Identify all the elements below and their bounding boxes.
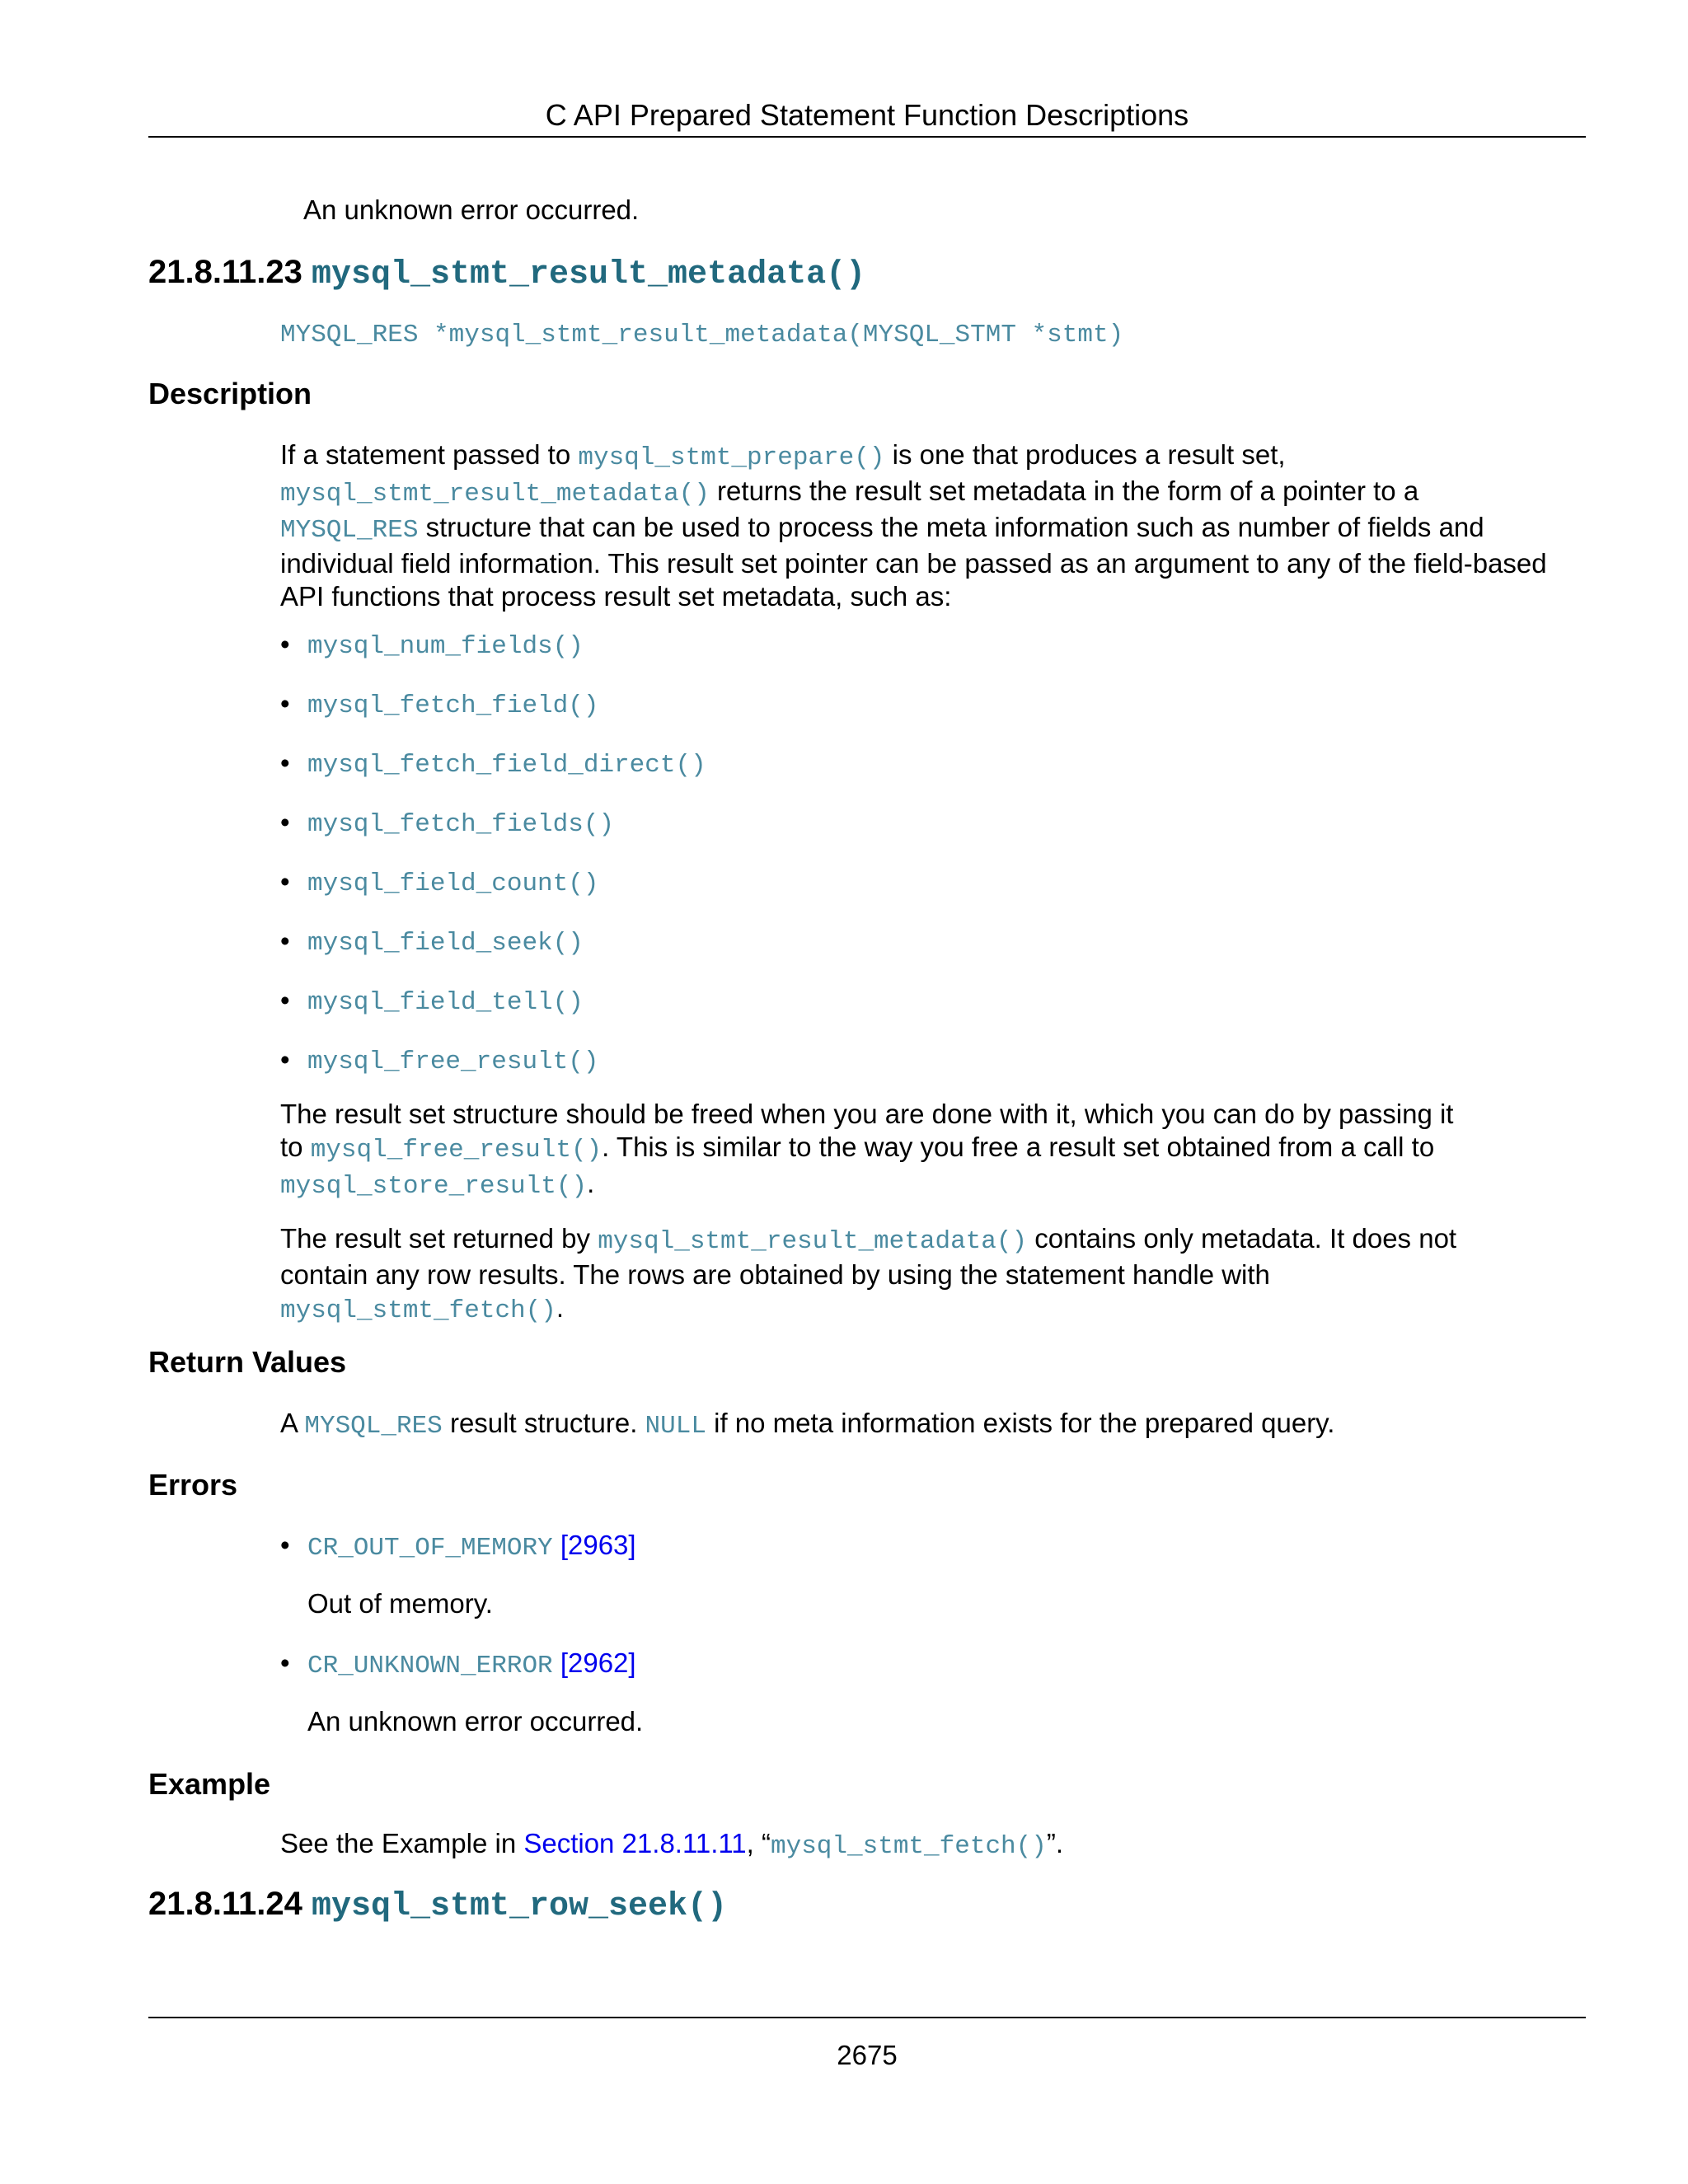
description-paragraph-1: If a statement passed to mysql_stmt_prepare() is one that produces a result set, mysql_stmt_result_metadata() returns the result set metadata in the form of a pointer to a MYSQL_RES structure that can be used to process the meta information such as number of fields and individual field information. This result set pointer can be passed as an argument to any of the field-based API functions that process result set metadata, such as:	[280, 439, 1547, 612]
footer-rule	[148, 2017, 1586, 2018]
section-link[interactable]: Section 21.8.11.11	[523, 1828, 747, 1858]
bullet-icon: •	[280, 1647, 290, 1678]
continuation-text: An unknown error occurred.	[303, 194, 640, 225]
description-paragraph-2: The result set structure should be freed when you are done with it, which you can do by passing it to mysql_free_result(). This is similar to the way you free a result set obtained from a call to mysql_store_result().	[280, 1099, 1454, 1201]
next-section-heading	[148, 1883, 727, 1928]
bullet-icon: •	[280, 748, 290, 778]
error-code: CR_OUT_OF_MEMORY	[307, 1534, 553, 1563]
section-number: 21.8.11.23	[148, 254, 302, 290]
section-heading	[148, 251, 865, 296]
function-synopsis: MYSQL_RES *mysql_stmt_result_metadata(MYSQL_STMT *stmt)	[280, 321, 1124, 349]
error-description: An unknown error occurred.	[307, 1706, 644, 1736]
error-description: Out of memory.	[307, 1588, 493, 1619]
running-header: C API Prepared Statement Function Descriptions	[545, 98, 1189, 132]
field-function-list	[280, 628, 706, 1103]
list-item: • mysql_fetch_fields()	[280, 807, 615, 839]
error-item-unknown-error	[280, 1647, 636, 1683]
bullet-icon: •	[280, 866, 290, 897]
code-mysql-res-2: MYSQL_RES	[304, 1412, 443, 1441]
list-item: • mysql_free_result()	[280, 1044, 599, 1076]
return-values-heading: Return Values	[148, 1345, 347, 1379]
return-values-text: A MYSQL_RES result structure. NULL if no meta information exists for the prepared query.	[280, 1408, 1335, 1441]
code-mysql-stmt-fetch-2: mysql_stmt_fetch()	[771, 1832, 1047, 1861]
code-mysql-stmt-result-metadata: mysql_stmt_result_metadata()	[280, 480, 710, 509]
bullet-icon: •	[280, 807, 290, 837]
description-heading: Description	[148, 377, 312, 410]
code-mysql-store-result: mysql_store_result()	[280, 1172, 588, 1201]
error-code: CR_UNKNOWN_ERROR	[307, 1652, 553, 1680]
example-text: See the Example in Section 21.8.11.11, “mysql_stmt_fetch()”.	[280, 1828, 1064, 1861]
example-heading: Example	[148, 1767, 271, 1801]
bullet-icon: •	[280, 1044, 290, 1075]
bullet-icon: •	[280, 688, 290, 719]
error-item-out-of-memory	[280, 1529, 636, 1565]
errors-heading: Errors	[148, 1468, 238, 1502]
code-mysql-stmt-prepare: mysql_stmt_prepare()	[578, 443, 885, 472]
error-ref-link[interactable]: [2963]	[560, 1530, 636, 1560]
next-section-function-name: mysql_stmt_row_seek()	[311, 1888, 728, 1925]
bullet-icon: •	[280, 629, 290, 659]
code-mysql-stmt-result-metadata-2: mysql_stmt_result_metadata()	[598, 1227, 1028, 1256]
list-item: • mysql_fetch_field()	[280, 688, 599, 720]
next-section-number: 21.8.11.24	[148, 1886, 302, 1922]
bullet-icon: •	[280, 926, 290, 956]
code-mysql-free-result: mysql_free_result()	[310, 1136, 603, 1165]
list-item: • mysql_field_count()	[280, 866, 599, 898]
list-item: • mysql_num_fields()	[280, 629, 584, 661]
header-rule	[148, 136, 1586, 138]
code-mysql-res: MYSQL_RES	[280, 516, 419, 545]
bullet-icon: •	[280, 1530, 290, 1560]
error-ref-link[interactable]: [2962]	[560, 1647, 636, 1678]
list-item: • mysql_fetch_field_direct()	[280, 748, 706, 780]
code-mysql-stmt-fetch: mysql_stmt_fetch()	[280, 1296, 556, 1325]
bullet-icon: •	[280, 985, 290, 1015]
list-item: • mysql_field_seek()	[280, 926, 584, 958]
list-item: • mysql_field_tell()	[280, 985, 584, 1017]
code-null: NULL	[645, 1412, 706, 1441]
section-function-name: mysql_stmt_result_metadata()	[311, 256, 866, 293]
description-paragraph-3: The result set returned by mysql_stmt_result_metadata() contains only metadata. It does not contain any row results. The rows are obtained by using the statement handle with mysql_stmt_fetch().	[280, 1223, 1457, 1325]
page-number: 2675	[837, 2040, 898, 2070]
